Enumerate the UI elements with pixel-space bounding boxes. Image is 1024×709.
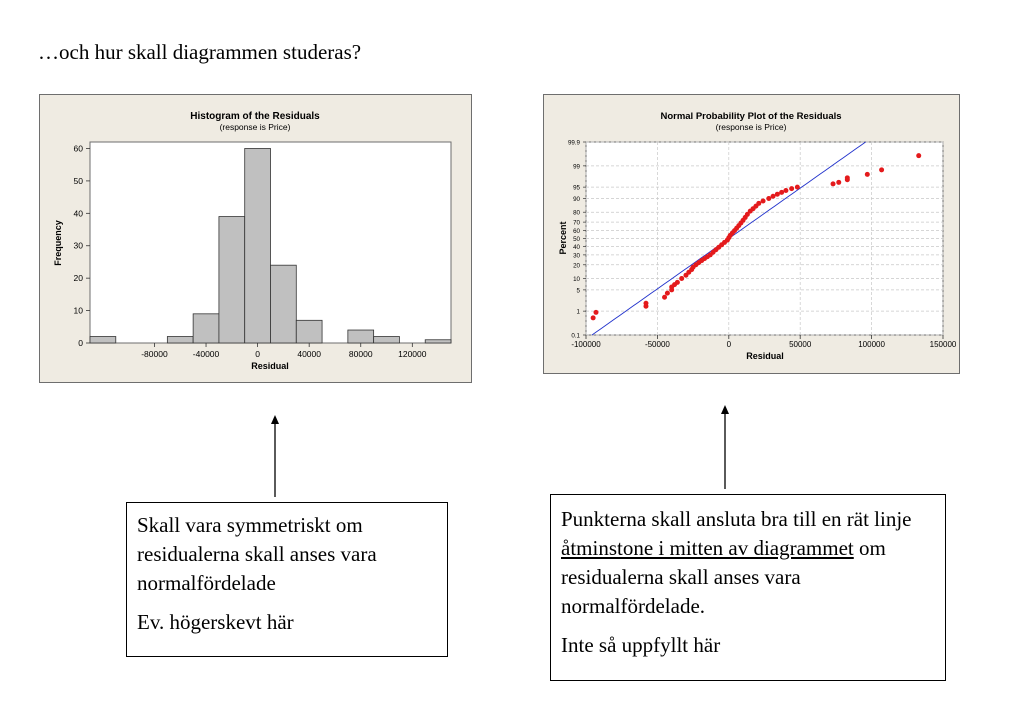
histogram-y-tick-label: 60 <box>73 143 83 154</box>
probability-plot-y-tick-label: 99.9 <box>567 139 580 147</box>
left-note-box <box>126 502 448 657</box>
slide-heading: …och hur skall diagrammen studeras? <box>38 40 362 64</box>
probability-plot-panel <box>543 94 960 374</box>
histogram-x-tick-label: 0 <box>255 349 260 359</box>
histogram-y-tick-label: 10 <box>73 305 83 316</box>
probability-plot-y-tick-label: 1 <box>576 308 580 316</box>
probability-plot-x-tick-label: -100000 <box>571 340 601 349</box>
probability-plot-point <box>783 188 788 193</box>
histogram-y-tick-label: 50 <box>73 175 83 186</box>
probability-plot-point <box>761 199 766 204</box>
probability-plot-point <box>779 190 784 195</box>
left-arrow <box>268 415 282 497</box>
histogram-chart <box>40 95 471 382</box>
probability-plot-y-tick-label: 10 <box>573 276 580 284</box>
histogram-x-tick-label: -80000 <box>141 349 168 359</box>
probability-plot-point <box>865 172 870 177</box>
right-note-comment: Inte så uppfyllt här <box>561 633 721 657</box>
histogram-subtitle: (response is Price) <box>219 122 291 132</box>
probability-plot-point <box>593 310 598 315</box>
probability-plot-y-tick-label: 30 <box>573 252 580 260</box>
probability-plot-y-tick-label: 90 <box>573 195 580 203</box>
right-note-text-part3: om residualerna skall anses vara normalfördelade. <box>561 536 886 618</box>
probability-plot-point <box>591 315 596 320</box>
probability-plot-point <box>643 301 648 306</box>
probability-plot-point <box>766 196 771 201</box>
right-note-text-emphasis: åtminstone i mitten av diagrammet <box>561 536 854 560</box>
probability-plot-y-tick-label: 70 <box>573 219 580 227</box>
histogram-bar <box>90 337 116 343</box>
probability-plot-y-tick-label: 80 <box>573 209 580 217</box>
histogram-bar <box>425 340 451 343</box>
probability-plot-point <box>665 291 670 296</box>
probability-plot-x-tick-label: 50000 <box>789 340 812 349</box>
right-note-text-part1: Punkterna skall ansluta bra till en rät linje <box>561 507 912 531</box>
right-note-text <box>561 505 935 621</box>
histogram-bar <box>219 217 245 343</box>
probability-plot-point <box>845 175 850 180</box>
right-arrow <box>718 405 732 489</box>
histogram-y-tick-label: 40 <box>73 208 83 219</box>
histogram-x-axis-label: Residual <box>251 361 289 371</box>
probability-plot-point <box>775 192 780 197</box>
probability-plot-x-tick-label: -50000 <box>644 340 670 349</box>
probability-plot-x-tick-label: 150000 <box>929 340 957 349</box>
probability-plot-chart <box>544 95 959 373</box>
histogram-y-axis-label: Frequency <box>53 220 63 266</box>
probability-plot-point <box>795 185 800 190</box>
probability-plot-y-tick-label: 0.1 <box>571 332 580 340</box>
probability-plot-y-tick-label: 99 <box>573 163 580 171</box>
histogram-bar <box>167 337 193 343</box>
histogram-panel <box>39 94 472 383</box>
left-note-comment: Ev. högerskevt här <box>137 610 294 634</box>
histogram-x-tick-label: -40000 <box>192 349 220 359</box>
probability-plot-y-axis-label: Percent <box>558 221 568 255</box>
left-note-text: Skall vara symmetriskt om residualerna skall anses vara normalfördelade <box>137 513 377 595</box>
histogram-y-tick-label: 20 <box>73 273 83 284</box>
right-note-box <box>550 494 946 681</box>
probability-plot-point <box>756 201 761 206</box>
probability-plot-subtitle: (response is Price) <box>715 122 787 132</box>
probability-plot-title: Normal Probability Plot of the Residuals <box>660 111 842 122</box>
histogram-bar <box>271 265 297 343</box>
histogram-bar <box>193 314 219 343</box>
histogram-x-tick-label: 40000 <box>297 349 321 359</box>
histogram-y-tick-label: 0 <box>78 338 83 348</box>
histogram-title: Histogram of the Residuals <box>190 111 320 122</box>
histogram-x-tick-label: 80000 <box>348 349 373 359</box>
histogram-bar <box>245 148 271 343</box>
probability-plot-point <box>662 295 667 300</box>
probability-plot-y-tick-label: 60 <box>573 228 580 236</box>
probability-plot-point <box>789 186 794 191</box>
histogram-y-tick-label: 30 <box>73 240 83 251</box>
probability-plot-point <box>836 180 841 185</box>
probability-plot-y-tick-label: 40 <box>573 243 580 251</box>
probability-plot-point <box>675 280 680 285</box>
probability-plot-y-tick-label: 5 <box>576 287 580 295</box>
probability-plot-point <box>771 194 776 199</box>
probability-plot-y-tick-label: 20 <box>573 262 580 270</box>
probability-plot-point <box>831 181 836 186</box>
probability-plot-y-tick-label: 50 <box>573 236 580 243</box>
histogram-bar <box>296 320 322 343</box>
histogram-x-tick-label: 120000 <box>398 349 427 359</box>
probability-plot-point <box>679 276 684 281</box>
probability-plot-area <box>586 142 943 335</box>
probability-plot-point <box>916 153 921 158</box>
probability-plot-x-tick-label: 0 <box>726 340 732 349</box>
probability-plot-y-tick-label: 95 <box>573 184 580 192</box>
probability-plot-point <box>879 167 884 172</box>
histogram-bar <box>348 330 374 343</box>
probability-plot-x-axis-label: Residual <box>746 351 784 361</box>
probability-plot-x-tick-label: 100000 <box>858 340 885 349</box>
histogram-bar <box>374 337 400 343</box>
